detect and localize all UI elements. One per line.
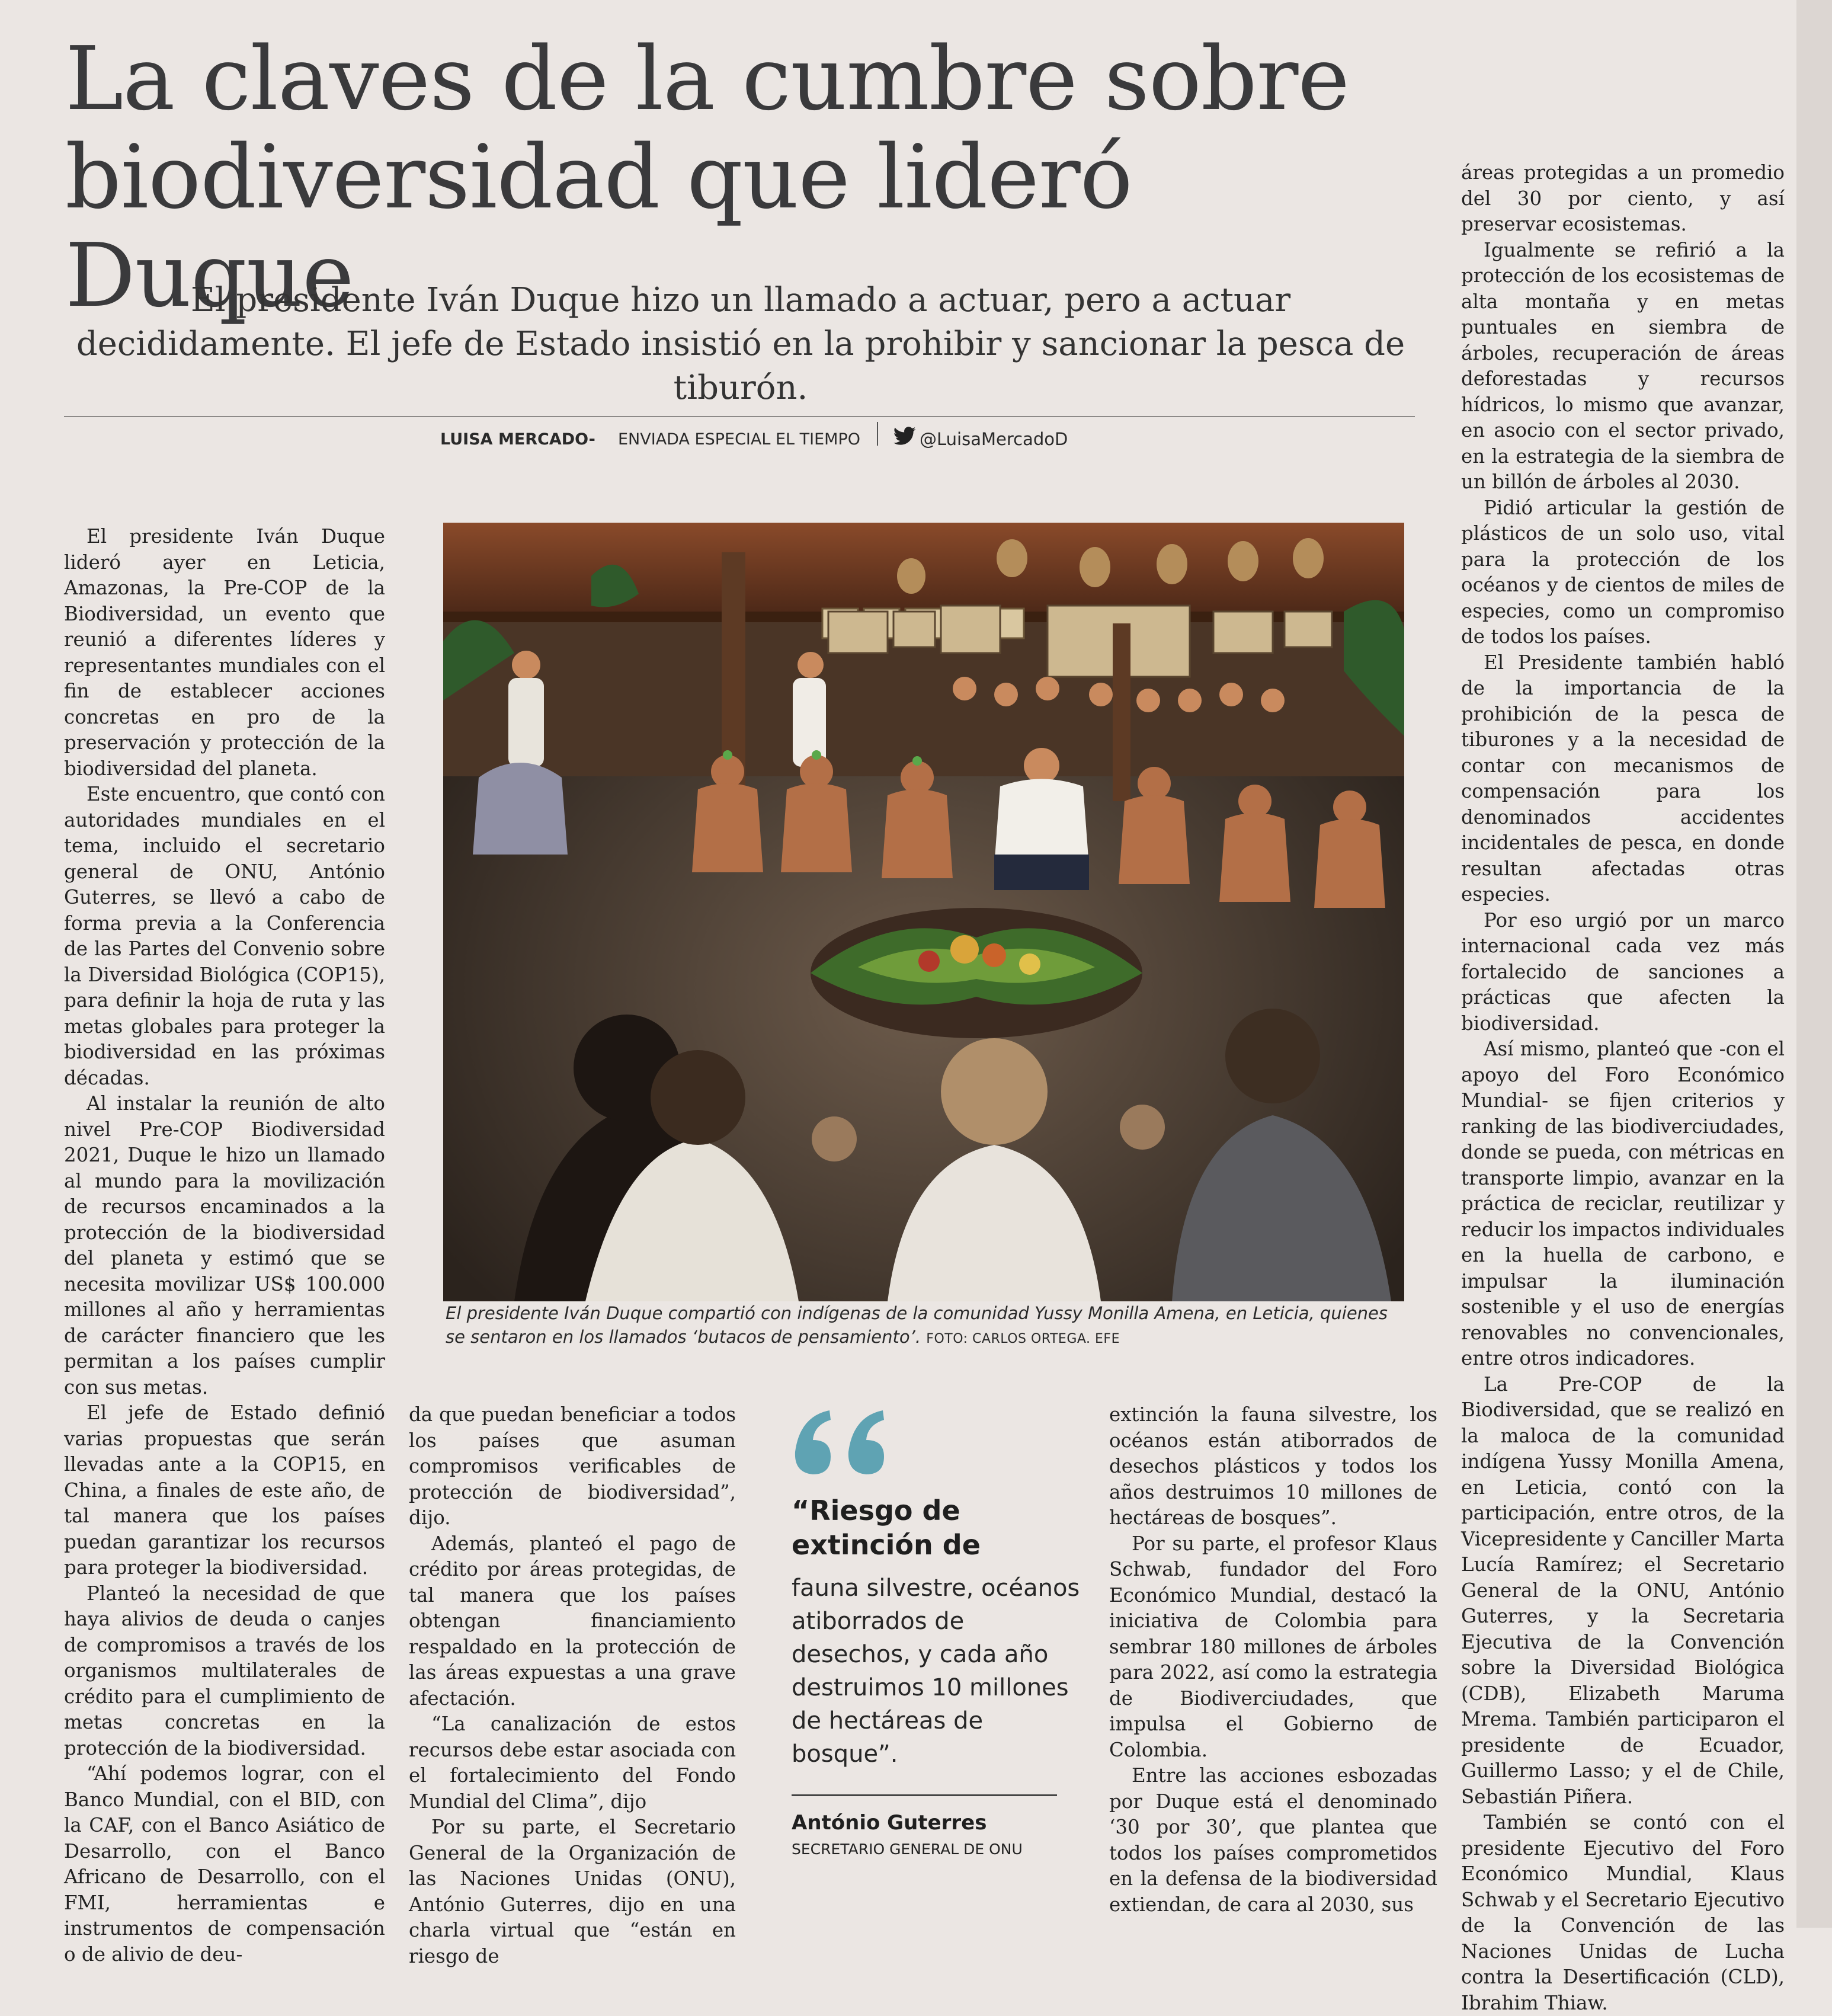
twitter-bird-icon <box>893 427 916 450</box>
paragraph: extinción la fauna silvestre, los océanos están atiborrados de desechos plásticos y todos los años destruimos 10 millones de hectáreas de bosques”. <box>1109 1403 1437 1529</box>
pullquote-text: fauna silvestre, océanos atiborrados de desechos, y cada año destruimos 10 millones de hectáreas de bosque”. <box>792 1575 1080 1768</box>
byline-author: LUISA MERCADO- <box>440 430 595 449</box>
photo-caption <box>446 1301 1403 1351</box>
column-5 <box>1461 160 1785 2016</box>
pullquote-author: António Guterres <box>792 1811 987 1835</box>
headline: La claves de la cumbre sobre biodiversidad que lideró Duque <box>65 28 1349 327</box>
paragraph: El Presidente también habló de la importancia de la prohibición de la pesca de tiburones y a la necesidad de contar con mecanismos de compensación para los denominados accidentes incidentales de pesca, en donde resultan afectadas otras especies. <box>1461 651 1785 905</box>
byline <box>64 422 1415 452</box>
byline-rule <box>64 416 1415 417</box>
pullquote-author-role: SECRETARIO GENERAL DE ONU <box>792 1841 1023 1858</box>
paragraph: Por su parte, el profesor Klaus Schwab, fundador del Foro Económico Mundial, destacó la iniciativa de Colombia para sembrar 180 millones de árboles para 2022, así como la estrategia de Biodiverciudades, que impulsa el Gobierno de Colombia. <box>1109 1532 1437 1761</box>
byline-separator <box>877 422 878 446</box>
paragraph: Además, planteó el pago de crédito por áreas protegidas, de tal manera que los países obtengan financiamiento respaldado en la protección de las áreas expuestas a una grave afectación. <box>409 1532 736 1710</box>
paragraph: Por eso urgió por un marco internacional cada vez más fortalecido de sanciones a prácticas que afecten la biodiversidad. <box>1461 908 1785 1035</box>
paragraph: “La canalización de estos recursos debe estar asociada con el fortalecimiento del Fondo Mundial del Clima”, dijo <box>409 1713 736 1813</box>
paragraph: Por su parte, el Secretario General de la Organización de las Naciones Unidas (ONU), António Guterres, dijo en una charla virtual que “están en riesgo de <box>409 1816 736 1967</box>
paragraph: Pidió articular la gestión de plásticos de un solo uso, vital para la protección de los océanos y de cientos de miles de especies, como un compromiso de todos los países. <box>1461 496 1785 648</box>
paragraph: Este encuentro, que contó con autoridades mundiales en el tema, incluido el secretario general de ONU, António Guterres, se llevó a cabo de forma previa a la Conferencia de las Partes del Convenio sobre la Diversidad Biológica (COP15), para definir la hoja de ruta y las metas globales para proteger la biodiversidad en las próximas décadas. <box>64 783 385 1089</box>
caption-text: El presidente Iván Duque compartió con indígenas de la comunidad Yussy Monilla Amena, en Leticia, quienes se sentaron en los llamados ‘butacos de pensamiento’. <box>446 1303 1388 1347</box>
paragraph: Entre las acciones esbozadas por Duque está el denominado ‘30 por 30’, que plantea que todos los países comprometidos en la defensa de la biodiversidad extiendan, de cara al 2030, sus <box>1109 1764 1437 1916</box>
event-photo <box>443 523 1404 1301</box>
paragraph: La Pre-COP de la Biodiversidad, que se realizó en la maloca de la comunidad indígena Yussy Monilla Amena, en Leticia, contó con la participación, entre otros, de la Vicepresidente y Canciller Marta Lucía Ramírez; el Secretario General de la ONU, António Guterres, y la Secretaria Ejecutiva de la Convención sobre la Diversidad Biológica (CDB), Elizabeth Maruma Mrema. También participaron el presidente de Ecuador, Guillermo Lasso; y el de Chile, Sebastián Piñera. <box>1461 1372 1785 1808</box>
paragraph: Así mismo, planteó que -con el apoyo del Foro Económico Mundial- se fijen criterios y ranking de las biodiverciudades, donde se pueda, con métricas en transporte limpio, avanzar en la práctica de reciclar, reutilizar y reducir los impactos individuales en la huella de carbono, e impulsar la iluminación sostenible y el uso de energías renovables no convencionales, entre otros indicadores. <box>1461 1038 1785 1369</box>
paragraph: da que puedan beneficiar a todos los países que asuman compromisos verificables de protección de biodiversidad”, dijo. <box>409 1403 736 1529</box>
column-4 <box>1109 1402 1437 1918</box>
deck-subtitle: El presidente Iván Duque hizo un llamado a actuar, pero a actuar decididamente. El jefe de Estado insistió en la prohibir y sancionar la pesca de tiburón. <box>76 281 1405 407</box>
pullquote-lead: “Riesgo de extinción de <box>792 1495 981 1561</box>
column-1 <box>64 524 385 1967</box>
photo-credit: FOTO: CARLOS ORTEGA. EFE <box>926 1332 1120 1346</box>
paragraph: áreas protegidas a un promedio del 30 por ciento, y así preservar ecosistemas. <box>1461 161 1785 235</box>
paragraph: Igualmente se refirió a la protección de los ecosistemas de alta montaña y en metas puntuales en siembra de árboles, recuperación de áreas deforestadas y recursos hídricos, lo mismo que avanzar, en asocio con el sector privado, en la estrategia de la siembra de un billón de árboles al 2030. <box>1461 238 1785 493</box>
paragraph: “Ahí podemos lograr, con el Banco Mundial, con el BID, con la CAF, con el Banco Asiático de Desarrollo, con el Banco Africano de Desarrollo, con el FMI, herramientas e instrumentos de compensación o de alivio de deu- <box>64 1762 385 1966</box>
paragraph: El jefe de Estado definió varias propuestas que serán llevadas ante a la COP15, en China, a finales de este año, de tal manera que los países puedan garantizar los recursos para proteger la biodiversidad. <box>64 1401 385 1579</box>
paragraph: También se contó con el presidente Ejecutivo del Foro Económico Mundial, Klaus Schwab y el Secretario Ejecutivo de la Convención de las Naciones Unidas de Lucha contra la Desertificación (CLD), Ibrahim Thiaw. <box>1461 1811 1785 2014</box>
adjacent-page-edge <box>1796 0 1832 1928</box>
quotation-mark-icon <box>788 1399 895 1484</box>
paragraph: Al instalar la reunión de alto nivel Pre-COP Biodiversidad 2021, Duque le hizo un llamado al mundo para la movilización de recursos encaminados a la protección de la biodiversidad del planeta y estimó que se necesita movilizar US$ 100.000 millones al año y herramientas de carácter financiero que les permitan a los países cumplir con sus metas. <box>64 1092 385 1399</box>
byline-twitter-handle: @LuisaMercadoD <box>920 429 1068 449</box>
pullquote-rule <box>792 1794 1057 1796</box>
column-2 <box>409 1402 736 1969</box>
paragraph: Planteó la necesidad de que haya alivios de deuda o canjes de compromisos a través de los organismos multilaterales de crédito para el cumplimiento de metas concretas en la protección de la biodiversidad. <box>64 1582 385 1759</box>
byline-role: ENVIADA ESPECIAL EL TIEMPO <box>618 430 861 449</box>
paragraph: El presidente Iván Duque lideró ayer en Leticia, Amazonas, la Pre-COP de la Biodiversidad, un evento que reunió a diferentes líderes y representantes mundiales con el fin de establecer acciones concretas en pro de la preservación y protección de la biodiversidad del planeta. <box>64 525 385 780</box>
